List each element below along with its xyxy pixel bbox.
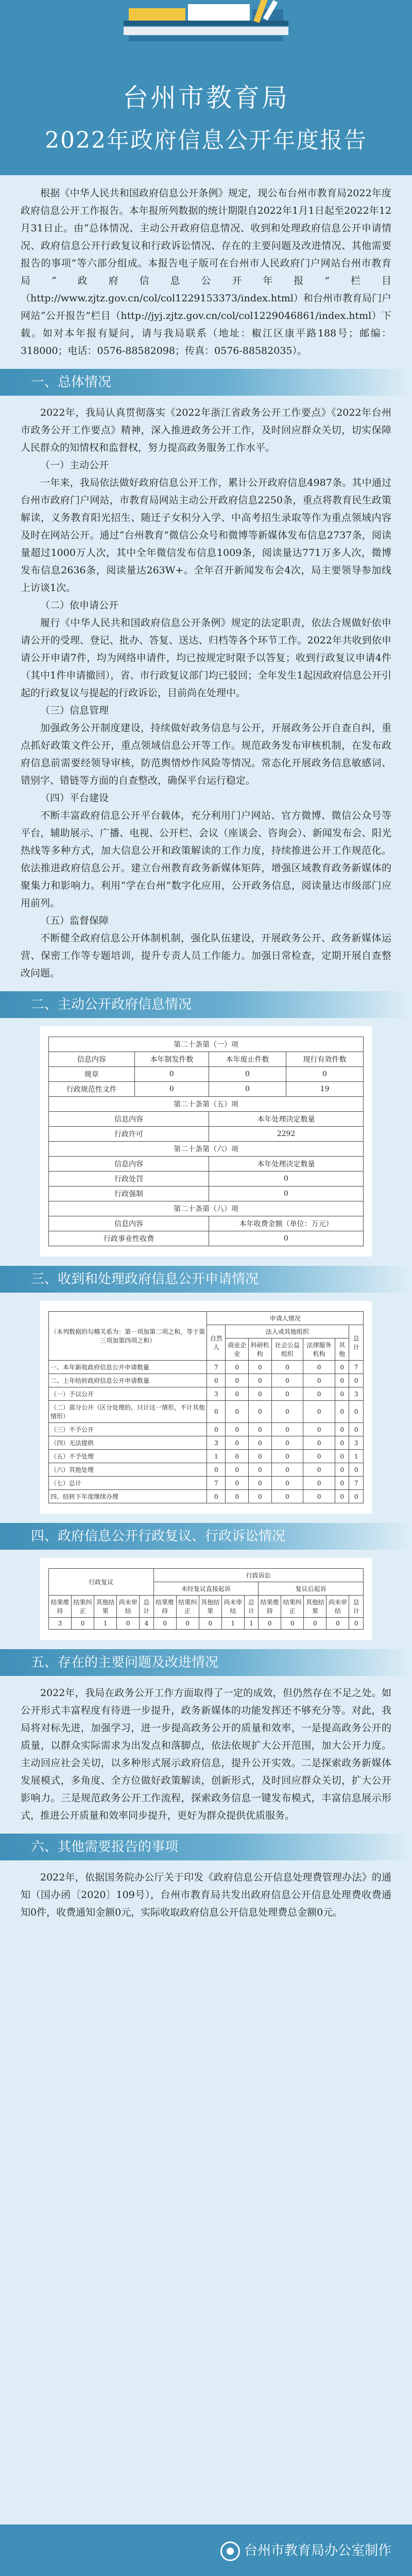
column-header: 其他 (335, 1338, 349, 1361)
table-cell: 1 (349, 1450, 364, 1463)
column-header: 社会公益组织 (271, 1338, 303, 1361)
table-cell: 0 (349, 1490, 364, 1503)
table-row (49, 1127, 364, 1142)
table-cell: 3 (349, 1436, 364, 1450)
s1-heading-4: （四）平台建设 (40, 792, 109, 804)
table-cell: 0 (349, 1401, 364, 1423)
table-cell: 0 (226, 1387, 249, 1401)
table-cell: 0 (207, 1463, 226, 1477)
table-cell: 0 (249, 1401, 272, 1423)
column-header: 总计 (349, 1325, 364, 1361)
column-header: 尚未审结 (221, 1596, 244, 1618)
table-cell: 0 (249, 1387, 272, 1401)
s6-paragraph: 2022年，依据国务院办公厅关于印发《政府信息公开信息处理费管理办法》的通知（国办函〔2020〕109号），台州市教育局共发出政府信息公开信息处理费收费通知0件，收费通知金额0元，实际收取政府信息公开信息处理费总金额0元。 (21, 1872, 391, 1918)
column-header: 尚未审结 (327, 1596, 349, 1618)
table-cell: 0 (207, 1423, 226, 1436)
column-header: 自然人 (207, 1325, 226, 1361)
table-cell: 规章 (49, 1067, 135, 1082)
row-label: （七）总计 (49, 1477, 207, 1490)
s1-heading-5: （五）监督保障 (40, 915, 109, 926)
table-cell: 0 (335, 1463, 349, 1477)
table-cell: 0 (249, 1361, 272, 1374)
table-row (49, 1477, 364, 1490)
column-header: 结果维持 (259, 1596, 281, 1618)
table-cell: 0 (335, 1401, 349, 1423)
table-cell: 0 (303, 1423, 335, 1436)
table-cell: 0 (286, 1067, 364, 1082)
table-cell: 0 (226, 1477, 249, 1490)
report-footer (0, 2524, 412, 2576)
section-2-banner: 二、主动公开政府信息情况 (0, 991, 412, 1018)
table-cell: 0 (271, 1450, 303, 1463)
column-header: 信息内容 (49, 1157, 209, 1172)
table-cell: 0 (226, 1490, 249, 1503)
table-cell: 0 (226, 1423, 249, 1436)
table-row (49, 1401, 364, 1423)
column-header: 结果维持 (49, 1596, 72, 1618)
column-header: 信息内容 (49, 1112, 209, 1127)
row-label: （四）无法提供 (49, 1436, 207, 1450)
table-cell: 0 (226, 1401, 249, 1423)
column-header: 商业企业 (226, 1338, 249, 1361)
table-cell: 0 (271, 1423, 303, 1436)
table-cell: 0 (207, 1374, 226, 1387)
table-cell: 0 (249, 1374, 272, 1387)
table-cell: 0 (349, 1423, 364, 1436)
row-label: 二、上年结转政府信息公开申请数量 (49, 1374, 207, 1387)
table-cell: 0 (271, 1490, 303, 1503)
table-cell: 0 (209, 1187, 364, 1201)
table-cell: 0 (281, 1618, 304, 1630)
column-header: 科研机构 (249, 1338, 272, 1361)
table-cell: 7 (349, 1477, 364, 1490)
section-6-banner: 六、其他需要报告的事项 (0, 1834, 412, 1860)
table-row (49, 1423, 364, 1436)
table-cell: 0 (209, 1067, 286, 1082)
table-row (49, 1082, 364, 1097)
row-label: 四、结转下年度继续办理 (49, 1490, 207, 1503)
report-body (0, 184, 412, 1921)
table-cell: 0 (249, 1436, 272, 1450)
table-heading: （本列数据的勾稽关系为：第一项加第二项之和，等于第三项加第四项之和） (49, 1312, 207, 1361)
row-label: （六）其他处理 (49, 1463, 207, 1477)
table-cell: 1 (94, 1618, 117, 1630)
s1-paragraph-1: 2022年，我局认真贯彻落实《2022年浙江省政务公开工作要点》《2022年台州市政务公开工作要点》精神，深入推进政务公开工作，及时回应群众关切，切实保障人民群众的知情权和监督权，努力提高政务服务工作水平。 (21, 407, 391, 453)
applications-table-wrap (40, 1301, 372, 1514)
table-cell: 0 (199, 1618, 221, 1630)
column-header: 法人或其他组织 (226, 1325, 349, 1338)
table-row (49, 1361, 364, 1374)
table-cell: 1 (221, 1618, 244, 1630)
table-heading: 第二十条第（五）项 (49, 1097, 364, 1112)
footer-credit (220, 2540, 391, 2561)
table-cell: 0 (327, 1618, 349, 1630)
table-cell: 0 (303, 1401, 335, 1423)
column-header: 结果维持 (153, 1596, 176, 1618)
s1-paragraph-4: 加强政务公开制度建设，持续做好政务信息与公开，开展政务公开自查自纠，重点抓好政策文件公开，重点领域信息公开等工作。规范政务发布审核机制，在发布政府信息前需要经领导审核，防范舆情炒作风险等情况。常态化开展政务信息敏感词、错别字、错链等方面的自查整改，确保平台运行稳定。 (21, 722, 391, 786)
table-cell: 0 (349, 1618, 364, 1630)
table-cell: 0 (335, 1477, 349, 1490)
table-cell: 行政事业性收费 (49, 1231, 209, 1246)
table-cell: 7 (207, 1361, 226, 1374)
table-cell: 0 (335, 1374, 349, 1387)
table-cell: 行政规范性文件 (49, 1082, 135, 1097)
table-cell: 0 (226, 1361, 249, 1374)
table-cell: 19 (286, 1082, 364, 1097)
column-header: 结果纠正 (176, 1596, 199, 1618)
table-cell: 行政许可 (49, 1127, 209, 1142)
column-header: 复议后起诉 (259, 1582, 364, 1596)
report-header (0, 0, 412, 175)
row-label: （二）部分公开（区分处理的，只计这一情形，不计其他情形） (49, 1401, 207, 1423)
table-cell: 0 (209, 1231, 364, 1246)
table-cell: 0 (207, 1490, 226, 1503)
column-header: 未经复议直接起诉 (153, 1582, 259, 1596)
table-cell: 0 (303, 1436, 335, 1450)
row-label: （一）予以公开 (49, 1387, 207, 1401)
column-header: 其他结果 (304, 1596, 327, 1618)
review-litigation-table-wrap (40, 1558, 372, 1640)
table-cell: 0 (303, 1490, 335, 1503)
table-cell: 0 (335, 1436, 349, 1450)
table-row (49, 1490, 364, 1503)
table-row (49, 1450, 364, 1463)
table-cell: 0 (271, 1477, 303, 1490)
bureau-logo-icon (220, 2541, 240, 2561)
table-cell: 0 (349, 1374, 364, 1387)
table-cell: 0 (226, 1436, 249, 1450)
table-cell: 0 (335, 1490, 349, 1503)
table-row (49, 1387, 364, 1401)
s1-paragraph-5: 不断丰富政府信息公开平台载体，充分利用门户网站、官方微博、微信公众号等平台，辅助展示、广播、电视、公开栏、会议（座谈会、咨询会）、新闻发布会、阳光热线等多种方式，加大信息公开和政策解读的工作力度，持续推进公开工作规范化。依法推进政府信息公开。建立台州教育政务新媒体矩阵，增强区域教育政务新媒体的聚集力和影响力。利用“学在台州”数字化应用，公开政务信息，阅读量达市级部门应用前列。 (21, 810, 391, 909)
table-cell: 0 (176, 1618, 199, 1630)
report-title (0, 77, 412, 155)
table-cell: 0 (72, 1618, 94, 1630)
s1-heading-3: （三）信息管理 (40, 705, 109, 716)
table-cell: 0 (271, 1374, 303, 1387)
column-header: 结果纠正 (281, 1596, 304, 1618)
table-cell: 0 (335, 1361, 349, 1374)
title-org: 台州市教育局 (123, 83, 289, 113)
table-cell: 0 (209, 1172, 364, 1187)
row-label: （三）不予公开 (49, 1423, 207, 1436)
table-cell: 0 (134, 1082, 209, 1097)
table-cell: 0 (303, 1463, 335, 1477)
s1-heading-2: （二）依申请公开 (40, 600, 119, 611)
table-cell: 0 (335, 1387, 349, 1401)
table-row (49, 1463, 364, 1477)
table-cell: 0 (207, 1401, 226, 1423)
column-header: 总计 (244, 1596, 258, 1618)
active-disclosure-table-wrap (40, 1026, 372, 1257)
table-row (49, 1618, 364, 1630)
table-row (49, 1436, 364, 1450)
table-row (49, 1187, 364, 1201)
table-cell: 0 (153, 1618, 176, 1630)
table-cell: 0 (209, 1082, 286, 1097)
active-disclosure-table (48, 1037, 364, 1246)
table-cell: 0 (271, 1401, 303, 1423)
table-heading: 第二十条第（八）项 (49, 1201, 364, 1216)
table-cell: 0 (249, 1450, 272, 1463)
table-cell: 7 (207, 1477, 226, 1490)
table-row (49, 1067, 364, 1082)
s1-heading-1: （一）主动公开 (40, 460, 109, 471)
table-cell: 0 (249, 1463, 272, 1477)
intro-paragraph: 根据《中华人民共和国政府信息公开条例》规定，现公布台州市教育局2022年度政府信息公开工作报告。本年报所列数据的统计期限自2022年1月1日起至2022年12月31日止。由“总体情况、主动公开政府信息情况、收到和处理政府信息公开申请情况、政府信息公开行政复议和行政诉讼情况、存在的主要问题及改进情况、其他需要报告的事项”等六部分组成。本报告电子版可在台州市人民政府门户网站台州市教育局“政府信息公开年报”栏目（http://www.zjtz.gov.cn/col/col1229153373/index.html）和台州市教育局门户网站“公开报告”栏目（http://jyj.zjtz.gov.cn/col/col1229046861/index.html）下载。如对本年报有疑问，请与我局联系（地址：椒江区康平路188号；邮编：318000；电话：0576-88582098；传真：0576-88582035）。 (21, 188, 391, 357)
table-cell: 3 (207, 1387, 226, 1401)
table-row (49, 1374, 364, 1387)
column-header: 总计 (140, 1596, 153, 1618)
table-cell: 4 (140, 1618, 153, 1630)
table-cell: 0 (271, 1387, 303, 1401)
table-heading: 行政复议 (49, 1569, 154, 1596)
table-cell: 0 (271, 1463, 303, 1477)
table-cell: 0 (117, 1618, 140, 1630)
column-header: 本年处理决定数量 (209, 1112, 364, 1127)
table-cell: 2292 (209, 1127, 364, 1142)
column-header: 信息内容 (49, 1052, 135, 1067)
table-cell: 0 (304, 1618, 327, 1630)
review-litigation-table (48, 1568, 364, 1630)
table-cell: 0 (226, 1450, 249, 1463)
column-header: 本年处理决定数量 (209, 1157, 364, 1172)
table-row (49, 1172, 364, 1187)
books-illustration (0, 0, 412, 67)
column-header: 尚未审结 (117, 1596, 140, 1618)
table-cell: 0 (271, 1436, 303, 1450)
table-cell: 0 (349, 1463, 364, 1477)
column-header: 其他结果 (94, 1596, 117, 1618)
section-4-banner: 四、政府信息公开行政复议、行政诉讼情况 (0, 1523, 412, 1550)
table-cell: 行政处罚 (49, 1172, 209, 1187)
table-cell: 0 (226, 1463, 249, 1477)
section-1-banner: 一、总体情况 (0, 369, 412, 396)
table-row (49, 1231, 364, 1246)
table-cell: 3 (349, 1387, 364, 1401)
table-cell: 1 (207, 1450, 226, 1463)
column-header: 其他结果 (199, 1596, 221, 1618)
column-header: 本年制发件数 (134, 1052, 209, 1067)
footer-credit-text: 台州市教育局办公室制作 (244, 2543, 391, 2558)
table-cell: 0 (134, 1067, 209, 1082)
table-cell: 0 (303, 1477, 335, 1490)
column-header: 本年废止件数 (209, 1052, 286, 1067)
table-cell: 0 (249, 1423, 272, 1436)
s5-paragraph: 2022年，我局在政务公开工作方面取得了一定的成效，但仍然存在不足之处。如公开形式丰富程度有待进一步提升，政务新媒体的功能发挥还不够充分等。对此，我局将对标先进，加强学习，进一步提高政务公开的质量和效率，一是提高政务公开的质量，以群众实际需求为出发点和落脚点，依法依规扩大公开范围，加大公开力度。主动回应社会关切，以多种形式展示政府信息，提升公开实效。二是探索政务新媒体发展模式，多角度、全方位做好政策解读，创新形式，及时回应群众关切，扩大公开影响力。三是规范政务公开工作流程，探索政务信息一键发布模式，丰富信息展示形式，推进公开质量和效率同步提升，更好为群众提供优质服务。 (21, 1687, 391, 1821)
s1-paragraph-2: 一年来，我局依法做好政府信息公开工作，累计公开政府信息4987条。其中通过台州市政府门户网站，市教育局网站主动公开政府信息2250条，重点将教育民生政策解读，义务教育阳光招生、随迁子女积分入学、中高考招生录取等作为重点领域内容及时在网站公开。通过“台州教育”微信公众号和微博等新媒体发布信息2737条，阅读量超过1000万人次，其中全年微信发布信息1009条，阅读量达771万多人次，微博发布信息2636条，阅读量达263W+。全年召开新闻发布会4次，局主要领导参加线上访谈1次。 (21, 477, 391, 594)
section-5-banner: 五、存在的主要问题及改进情况 (0, 1649, 412, 1676)
table-cell: 0 (249, 1477, 272, 1490)
table-cell: 0 (303, 1387, 335, 1401)
applications-table (48, 1311, 364, 1503)
table-cell: 0 (335, 1450, 349, 1463)
column-header: 结果纠正 (72, 1596, 94, 1618)
column-header: 总计 (349, 1596, 364, 1618)
column-header: 信息内容 (49, 1216, 209, 1231)
s1-paragraph-6: 不断健全政府信息公开体制机制，强化队伍建设，开展政务公开、政务新媒体运营、保密工作等专题培训，提升专责人员工作能力。加强日常检查，定期开展自查整改问题。 (21, 933, 391, 979)
row-label: （五）不予处理 (49, 1450, 207, 1463)
table-cell: 0 (335, 1423, 349, 1436)
table-cell: 1 (244, 1618, 258, 1630)
table-cell: 0 (303, 1374, 335, 1387)
table-cell: 0 (259, 1618, 281, 1630)
table-cell: 0 (226, 1374, 249, 1387)
table-cell: 0 (271, 1361, 303, 1374)
title-report: 2022年政府信息公开年度报告 (45, 127, 367, 154)
table-cell: 3 (207, 1436, 226, 1450)
row-label: 一、本年新收政府信息公开申请数量 (49, 1361, 207, 1374)
table-cell: 7 (349, 1361, 364, 1374)
column-header: 现行有效件数 (286, 1052, 364, 1067)
column-header: 本年收费金额（单位：万元） (209, 1216, 364, 1231)
s1-paragraph-3: 履行《中华人民共和国政府信息公开条例》规定的法定职责，依法合规做好依申请公开的受理、登记、批办、答复、送达、归档等各个环节工作。2022年共收到依申请公开申请7件，均为网络申请件，均已按规定时限予以答复；收到行政复议申请4件（其中1件申请撤回），省、市行政复议部门均已驳回；全年发生1起因政府信息公开引起的行政复议与提起的行政诉讼，目前尚在处理中。 (21, 617, 391, 699)
table-heading: 第二十条第（六）项 (49, 1142, 364, 1157)
table-cell: 0 (249, 1490, 272, 1503)
table-heading: 行政诉讼 (153, 1569, 363, 1582)
table-cell: 3 (49, 1618, 72, 1630)
table-heading: 申请人情况 (207, 1312, 364, 1325)
section-3-banner: 三、收到和处理政府信息公开申请情况 (0, 1266, 412, 1293)
table-heading: 第二十条第（一）项 (49, 1037, 364, 1052)
table-cell: 行政强制 (49, 1187, 209, 1201)
column-header: 法律服务机构 (303, 1338, 335, 1361)
table-cell: 0 (303, 1361, 335, 1374)
table-cell: 0 (303, 1450, 335, 1463)
